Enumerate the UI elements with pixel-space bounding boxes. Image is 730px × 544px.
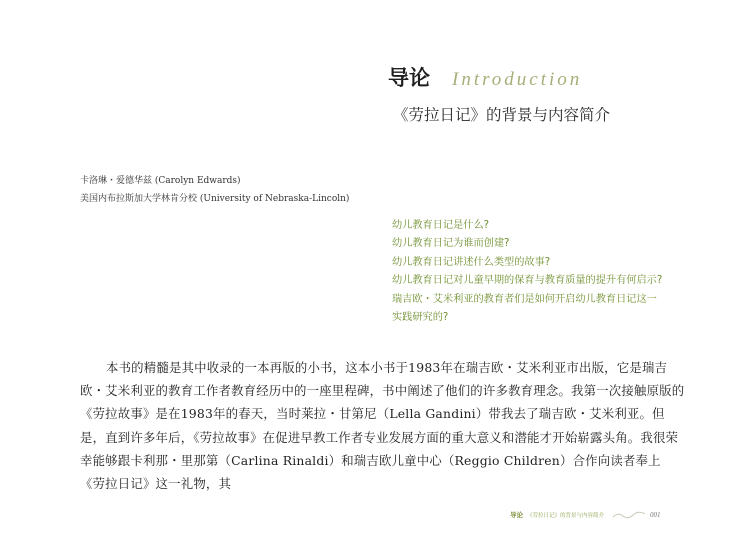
chapter-title-chinese: 导论 — [388, 66, 430, 90]
page-number: 001 — [650, 510, 661, 519]
author-block — [80, 172, 349, 208]
question-item: 瑞吉欧・艾米利亚的教育者们是如何开启幼儿教育日记这一 — [392, 293, 657, 305]
question-item: 幼儿教育日记讲述什么类型的故事? — [392, 256, 551, 268]
footer-ornament-icon — [612, 511, 646, 519]
question-item: 幼儿教育日记为谁而创建? — [392, 238, 510, 250]
chapter-subtitle: 《劳拉日记》的背景与内容简介 — [393, 106, 611, 124]
chapter-title — [388, 62, 582, 92]
page-footer — [510, 510, 661, 519]
author-name: 卡洛琳・爱德华兹 (Carolyn Edwards) — [80, 176, 241, 186]
footer-chapter-title: 《劳拉日记》的背景与内容简介 — [527, 512, 605, 519]
footer-chapter-tag: 导论 — [510, 511, 523, 519]
body-paragraph: 本书的精髓是其中收录的一本再版的小书，这本小书于1983年在瑞吉欧・艾米利亚市出版，它是瑞吉欧・艾米利亚的教育工作者教育经历中的一座里程碑，书中阐述了他们的许多教育理念。我第一次接触原版的《劳拉故事》是在1983年的春天，当时莱拉・甘第尼（Lella Gandini）带我去了瑞吉欧・艾米利亚。但是，直到许多年后，《劳拉故事》在促进早教工作者专业发展方面的重大意义和潜能才开始崭露头角。我很荣幸能够跟卡利那・里那第（Carlina Rinaldi）和瑞吉欧儿童中心（Reggio Children）合作向读者奉上《劳拉日记》这一礼物，其 — [80, 360, 685, 492]
question-item: 幼儿教育日记是什么? — [392, 220, 490, 231]
question-item: 实践研究的? — [392, 312, 449, 324]
author-affiliation: 美国内布拉斯加大学林肯分校 (University of Nebraska-Lincoln) — [80, 194, 350, 204]
question-item: 幼儿教育日记对儿童早期的保育与教育质量的提升有何启示? — [392, 275, 663, 287]
guiding-questions — [392, 217, 692, 327]
chapter-title-english: Introduction — [452, 69, 583, 90]
